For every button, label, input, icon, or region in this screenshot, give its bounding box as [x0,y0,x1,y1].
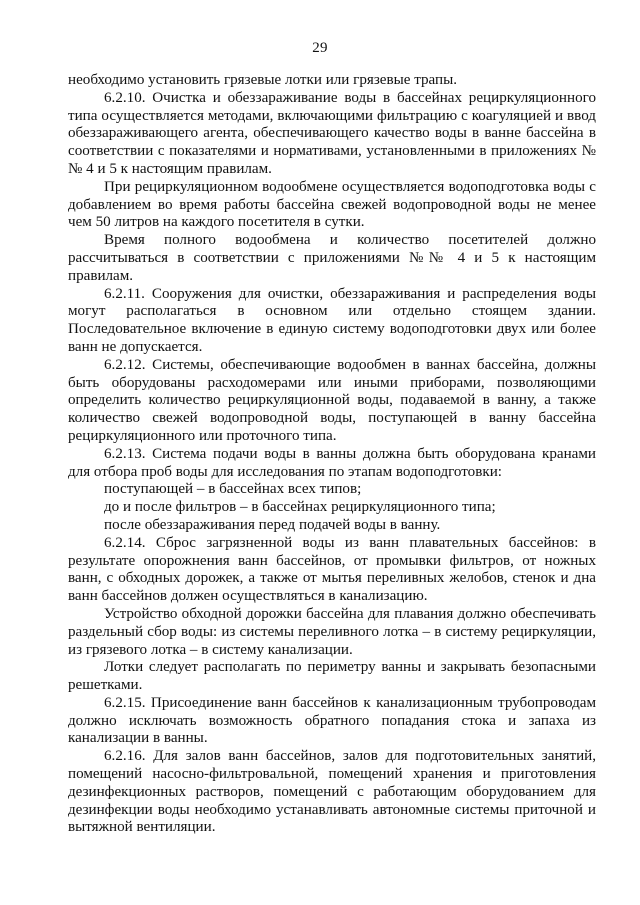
list-item-filters: до и после фильтров – в бассейнах рециркуляционного типа; [104,499,496,516]
paragraph-6-2-14: 6.2.14. Сброс загрязненной воды из ванн плавательных бассейнов: в результате опорожнения ванн бассейнов, от промывки фильтров, от ножных ванн, с обходных дорожек, а также от мытья переливных желобов, стенок и дна ванн бассейнов должен осуществляться в канализацию. [68,534,596,605]
paragraph-6-2-13: 6.2.13. Система подачи воды в ванны должна быть оборудована кранами для отбора проб воды для исследования по этапам водоподготовки: [68,445,596,480]
page-number: 29 [312,40,328,56]
paragraph-6-2-15: 6.2.15. Присоединение ванн бассейнов к канализационным трубопроводам должно исключать возможность обратного попадания стока и запаха из канализации в ванны. [68,694,596,747]
paragraph-6-2-10: 6.2.10. Очистка и обеззараживание воды в бассейнах рециркуляционного типа осуществляется методами, включающими фильтрацию с коагуляцией и ввод обеззараживающего агента, обеспечивающего качество воды в ванне бассейна в соответствии с показателями и нормативами, установленными в приложениях №№ 4 и 5 к настоящим правилам. [68,89,596,177]
list-item-incoming: поступающей – в бассейнах всех типов; [104,481,362,498]
paragraph-recirculation: При рециркуляционном водообмене осуществляется водоподготовка воды с добавлением во время работы бассейна свежей водопроводной воды не менее чем 50 литров на каждого посетителя в сутки. [68,178,596,231]
paragraph-6-2-12: 6.2.12. Системы, обеспечивающие водообмен в ваннах бассейна, должны быть оборудованы расходомерами или иными приборами, позволяющими определить количество рециркуляционной воды, подаваемой в ванну, а также количество свежей водопроводной воды, поступающей в ванну бассейна рециркуляционного или проточного типа. [68,356,596,444]
paragraph-continuation: необходимо установить грязевые лотки или грязевые трапы. [68,72,458,88]
paragraph-6-2-16: 6.2.16. Для залов ванн бассейнов, залов для подготовительных занятий, помещений насосно-фильтровальной, помещений хранения и приготовления дезинфекционных растворов, помещений с работающим оборудованием для дезинфекции воды необходимо устанавливать автономные системы приточной и вытяжной вентиляции. [68,748,596,836]
paragraph-exchange-time: Время полного водообмена и количество посетителей должно рассчитываться в соответствии с приложениями №№ 4 и 5 к настоящим правилам. [68,232,596,284]
paragraph-6-2-11: 6.2.11. Сооружения для очистки, обеззараживания и распределения воды могут располагаться в основном или отдельно стоящем здании. Последовательное включение в единую систему водоподготовки двух или более ванн не допускается. [68,285,596,355]
paragraph-walkway: Устройство обходной дорожки бассейна для плавания должно обеспечивать раздельный сбор воды: из системы переливного лотка – в систему рециркуляции, из грязевого лотка – в систему канализации. [68,605,596,658]
page-body [68,72,596,837]
list-item-disinfection: после обеззараживания перед подачей воды в ванну. [104,516,441,533]
paragraph-trays: Лотки следует располагать по периметру ванны и закрывать безопасными решетками. [68,659,596,694]
